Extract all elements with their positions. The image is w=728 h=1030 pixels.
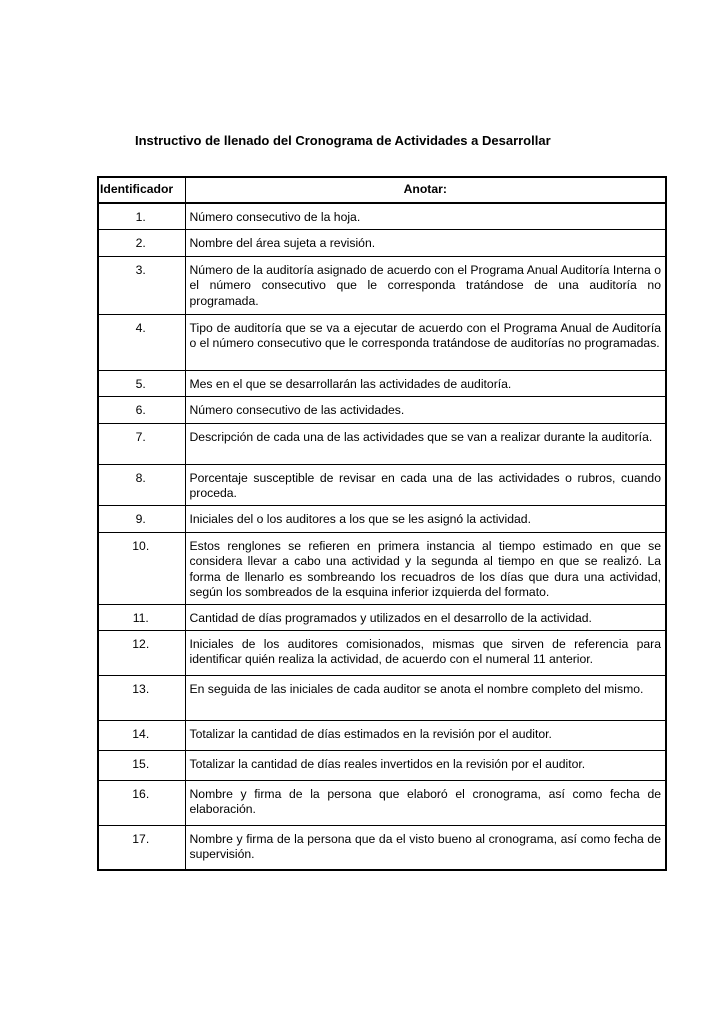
row-identifier: 10. [98, 532, 185, 604]
row-identifier: 12. [98, 630, 185, 675]
row-identifier: 17. [98, 825, 185, 870]
row-instruction: Iniciales de los auditores comisionados, mismas que sirven de referencia para identificar quién realiza la actividad, de acuerdo con el numeral 11 anterior. [185, 630, 666, 675]
table-row [98, 780, 666, 825]
table-row [98, 256, 666, 314]
table-row [98, 750, 666, 780]
row-instruction: Cantidad de días programados y utilizados en el desarrollo de la actividad. [185, 604, 666, 630]
row-instruction: En seguida de las iniciales de cada auditor se anota el nombre completo del mismo. [185, 675, 666, 720]
row-identifier: 3. [98, 256, 185, 314]
row-instruction: Nombre y firma de la persona que da el visto bueno al cronograma, así como fecha de supervisión. [185, 825, 666, 870]
table-row [98, 675, 666, 720]
row-instruction: Nombre del área sujeta a revisión. [185, 229, 666, 256]
row-identifier: 13. [98, 675, 185, 720]
row-identifier: 14. [98, 720, 185, 750]
table-row [98, 825, 666, 870]
row-instruction: Totalizar la cantidad de días estimados en la revisión por el auditor. [185, 720, 666, 750]
table-row [98, 314, 666, 370]
row-instruction: Mes en el que se desarrollarán las actividades de auditoría. [185, 370, 666, 396]
row-identifier: 1. [98, 203, 185, 229]
column-header-identifier: Identificador [98, 177, 185, 203]
row-instruction: Estos renglones se refieren en primera instancia al tiempo estimado en que se considera llevar a cabo una actividad y la segunda al tiempo en que se realizó. La forma de llenarlo es sombreando los recuadros de los días que dura una actividad, según los sombreados de la esquina inferior izquierda del formato. [185, 532, 666, 604]
row-identifier: 5. [98, 370, 185, 396]
page-title: Instructivo de llenado del Cronograma de Actividades a Desarrollar [135, 133, 551, 148]
row-instruction: Porcentaje susceptible de revisar en cada una de las actividades o rubros, cuando proceda. [185, 464, 666, 505]
row-identifier: 7. [98, 423, 185, 464]
row-instruction: Tipo de auditoría que se va a ejecutar de acuerdo con el Programa Anual de Auditoría o el número consecutivo que le corresponda tratándose de auditorías no programadas. [185, 314, 666, 370]
table-row [98, 229, 666, 256]
row-instruction: Totalizar la cantidad de días reales invertidos en la revisión por el auditor. [185, 750, 666, 780]
table-row [98, 396, 666, 423]
row-identifier: 16. [98, 780, 185, 825]
row-instruction: Nombre y firma de la persona que elaboró el cronograma, así como fecha de elaboración. [185, 780, 666, 825]
row-identifier: 6. [98, 396, 185, 423]
row-identifier: 15. [98, 750, 185, 780]
table-row [98, 532, 666, 604]
row-instruction: Descripción de cada una de las actividades que se van a realizar durante la auditoría. [185, 423, 666, 464]
row-instruction: Número consecutivo de las actividades. [185, 396, 666, 423]
table-row [98, 464, 666, 505]
table-row [98, 423, 666, 464]
row-instruction: Número consecutivo de la hoja. [185, 203, 666, 229]
table-header-row [98, 177, 666, 203]
table-row [98, 720, 666, 750]
row-identifier: 8. [98, 464, 185, 505]
table-row [98, 203, 666, 229]
row-instruction: Iniciales del o los auditores a los que se les asignó la actividad. [185, 505, 666, 532]
row-identifier: 9. [98, 505, 185, 532]
table-row [98, 604, 666, 630]
column-header-note: Anotar: [185, 177, 666, 203]
table-row [98, 505, 666, 532]
instructions-table [97, 176, 667, 871]
row-identifier: 2. [98, 229, 185, 256]
row-identifier: 4. [98, 314, 185, 370]
row-identifier: 11. [98, 604, 185, 630]
table-row [98, 370, 666, 396]
row-instruction: Número de la auditoría asignado de acuerdo con el Programa Anual Auditoría Interna o el número consecutivo que le corresponda tratándose de una auditoría no programada. [185, 256, 666, 314]
table-row [98, 630, 666, 675]
